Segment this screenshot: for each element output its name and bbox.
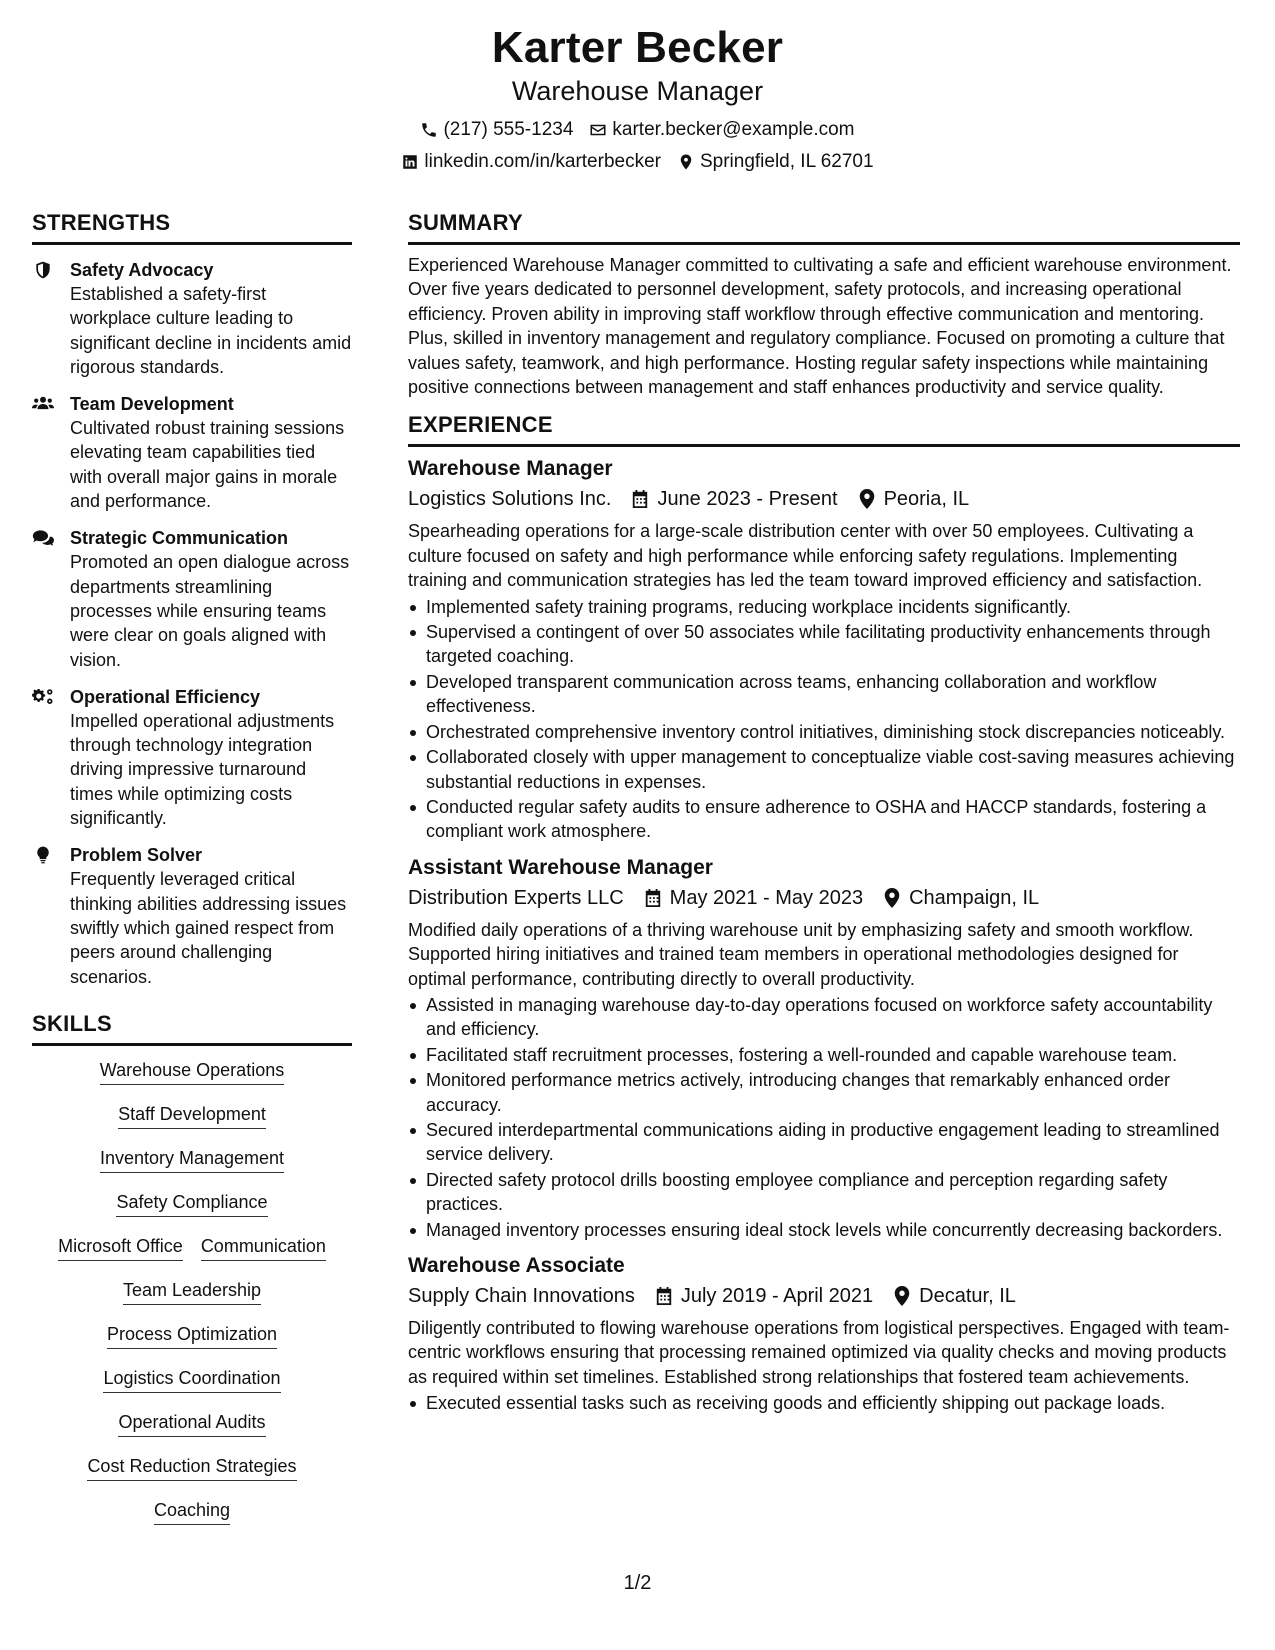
skill-tag: Process Optimization bbox=[107, 1322, 277, 1349]
phone-contact[interactable] bbox=[420, 118, 573, 142]
job-location: Peoria, IL bbox=[883, 488, 970, 511]
left-column bbox=[32, 210, 352, 1525]
summary-heading: SUMMARY bbox=[408, 210, 1240, 245]
strengths-heading: STRENGTHS bbox=[32, 210, 352, 245]
job-bullet: Secured interdepartmental communications aiding in productive engagement leading to streamlined service delivery. bbox=[408, 1118, 1240, 1167]
strength-item bbox=[32, 843, 352, 988]
skills-heading: SKILLS bbox=[32, 1011, 352, 1046]
job-entry bbox=[408, 854, 1240, 1242]
phone-text: (217) 555-1234 bbox=[443, 119, 574, 140]
job-bullets bbox=[408, 595, 1240, 844]
skill-tag: Operational Audits bbox=[118, 1410, 265, 1437]
strength-item bbox=[32, 685, 352, 830]
job-dates: July 2019 - April 2021 bbox=[680, 1285, 874, 1307]
strength-title: Operational Efficiency bbox=[70, 686, 261, 707]
skill-tag: Coaching bbox=[154, 1498, 230, 1525]
map-marker-icon bbox=[893, 1286, 911, 1306]
job-company: Logistics Solutions Inc. bbox=[408, 488, 612, 511]
job-location: Champaign, IL bbox=[909, 886, 1040, 909]
right-column bbox=[408, 210, 1240, 1416]
summary-text: Experienced Warehouse Manager committed to cultivating a safe and efficient warehouse environment. Over five years dedicated to personnel development, safety protocols, and increasing operational efficiency. Proven ability in improving staff workflow through effective communication and mentoring. Plus, skilled in inventory management and regulatory compliance. Focused on promoting a culture that values safety, teamwork, and high performance. Hosting regular safety inspections while maintaining positive connections between management and staff enhances productivity and service quality. bbox=[408, 255, 1232, 398]
job-entry bbox=[408, 1252, 1240, 1416]
skill-tag: Warehouse Operations bbox=[100, 1058, 284, 1085]
linkedin-contact[interactable] bbox=[401, 150, 661, 174]
cogs-icon bbox=[32, 687, 54, 707]
job-bullet: Collaborated closely with upper management to conceptualize viable cost-saving measures achieving substantial reductions in expenses. bbox=[408, 745, 1240, 794]
job-title: Assistant Warehouse Manager bbox=[408, 855, 713, 879]
candidate-role: Warehouse Manager bbox=[511, 76, 764, 106]
strength-desc: Cultivated robust training sessions elevating team capabilities tied with overall major gains in morale and performance. bbox=[70, 418, 345, 512]
job-description: Diligently contributed to flowing warehouse operations from logistical perspectives. Engaged with team-centric workflows ensuring that processing remained optimized via quality checks and moving products as required within set timelines. Established strong relationships that fostered team achievements. bbox=[408, 1318, 1230, 1387]
job-entry bbox=[408, 455, 1240, 843]
linkedin-icon bbox=[401, 153, 419, 171]
skill-tag: Microsoft Office bbox=[58, 1234, 183, 1261]
experience-section bbox=[408, 412, 1240, 1415]
calendar-icon bbox=[644, 888, 662, 908]
comments-icon bbox=[32, 528, 54, 548]
strength-title: Strategic Communication bbox=[70, 528, 289, 549]
job-title: Warehouse Associate bbox=[408, 1254, 625, 1277]
email-contact[interactable] bbox=[589, 118, 854, 142]
resume-header bbox=[0, 22, 1275, 174]
job-dates: June 2023 - Present bbox=[657, 488, 838, 511]
skill-tag: Communication bbox=[201, 1234, 326, 1261]
strength-desc: Impelled operational adjustments through technology integration driving impressive turnaround times while optimizing costs significantly. bbox=[70, 710, 335, 829]
location-text: Springfield, IL 62701 bbox=[699, 151, 874, 172]
lightbulb-icon bbox=[32, 845, 54, 865]
job-bullet: Facilitated staff recruitment processes, fostering a well-rounded and capable warehouse team. bbox=[408, 1043, 1240, 1067]
candidate-name: Karter Becker bbox=[491, 23, 784, 72]
map-marker-icon bbox=[858, 489, 876, 509]
contact-row-2 bbox=[0, 150, 1275, 174]
job-meta bbox=[408, 1282, 1240, 1310]
job-bullet: Conducted regular safety audits to ensure adherence to OSHA and HACCP standards, fostering a compliant work atmosphere. bbox=[408, 795, 1240, 844]
job-description: Spearheading operations for a large-scale distribution center with over 50 employees. Cultivating a culture focused on safety and high performance while enforcing safety regulations. Implementing training and communication strategies has led the team toward improved efficiency and satisfaction. bbox=[408, 521, 1203, 591]
job-meta bbox=[408, 884, 1240, 912]
skills-list bbox=[32, 1058, 352, 1525]
page-number-text: 1/2 bbox=[623, 1572, 652, 1594]
job-bullet: Monitored performance metrics actively, introducing changes that remarkably enhanced order accuracy. bbox=[408, 1068, 1240, 1117]
skill-tag: Safety Compliance bbox=[116, 1190, 267, 1217]
map-marker-icon bbox=[677, 153, 695, 171]
strength-title: Safety Advocacy bbox=[70, 260, 214, 280]
calendar-icon bbox=[631, 489, 649, 509]
job-meta bbox=[408, 485, 1240, 513]
users-icon bbox=[32, 394, 54, 414]
skill-tag: Cost Reduction Strategies bbox=[87, 1454, 296, 1481]
job-bullets bbox=[408, 1391, 1240, 1415]
calendar-icon bbox=[655, 1286, 673, 1306]
page-number bbox=[0, 1571, 1275, 1595]
skill-tag: Logistics Coordination bbox=[103, 1366, 280, 1393]
contact-row-1 bbox=[0, 118, 1275, 142]
job-bullet: Supervised a contingent of over 50 associates while facilitating productivity enhancements through targeted coaching. bbox=[408, 620, 1240, 669]
job-description: Modified daily operations of a thriving warehouse unit by emphasizing safety and smooth workflow. Supported hiring initiatives and trained team members in operational methodologies designed for optimal performance, contributing directly to overall productivity. bbox=[408, 919, 1194, 989]
linkedin-text: linkedin.com/in/karterbecker bbox=[424, 151, 661, 172]
experience-heading: EXPERIENCE bbox=[408, 412, 1240, 447]
map-marker-icon bbox=[883, 888, 901, 908]
strength-item bbox=[32, 526, 352, 671]
strength-title: Team Development bbox=[70, 394, 234, 415]
shield-icon bbox=[32, 260, 54, 280]
job-title: Warehouse Manager bbox=[408, 457, 613, 481]
job-bullet: Implemented safety training programs, reducing workplace incidents significantly. bbox=[408, 595, 1240, 619]
job-bullet: Developed transparent communication across teams, enhancing collaboration and workflow effectiveness. bbox=[408, 670, 1240, 719]
job-company: Distribution Experts LLC bbox=[408, 886, 624, 909]
job-bullet: Executed essential tasks such as receiving goods and efficiently shipping out package loads. bbox=[408, 1391, 1240, 1415]
email-text: karter.becker@example.com bbox=[612, 119, 855, 140]
location-contact bbox=[677, 150, 874, 174]
job-company: Supply Chain Innovations bbox=[408, 1285, 635, 1307]
strength-desc: Established a safety-first workplace culture leading to significant decline in incidents amid rigorous standards. bbox=[70, 284, 352, 377]
skill-tag: Team Leadership bbox=[123, 1278, 261, 1305]
job-dates: May 2021 - May 2023 bbox=[669, 886, 864, 909]
job-bullet: Managed inventory processes ensuring ideal stock levels while concurrently decreasing backorders. bbox=[408, 1218, 1240, 1242]
job-bullet: Orchestrated comprehensive inventory control initiatives, diminishing stock discrepancies noticeably. bbox=[408, 720, 1240, 744]
strength-desc: Promoted an open dialogue across departments streamlining processes while ensuring teams were clear on goals aligned with vision. bbox=[70, 552, 350, 670]
job-bullets bbox=[408, 993, 1240, 1242]
envelope-icon bbox=[589, 121, 607, 139]
skill-tag: Inventory Management bbox=[100, 1146, 284, 1173]
strength-item bbox=[32, 392, 352, 513]
job-bullet: Directed safety protocol drills boosting employee compliance and perception regarding safety practices. bbox=[408, 1168, 1240, 1217]
phone-icon bbox=[420, 121, 438, 139]
job-bullet: Assisted in managing warehouse day-to-day operations focused on workforce safety accountability and efficiency. bbox=[408, 993, 1240, 1042]
job-location: Decatur, IL bbox=[919, 1285, 1016, 1307]
strength-desc: Frequently leveraged critical thinking abilities addressing issues swiftly which gained respect from peers around challenging scenarios. bbox=[70, 869, 347, 987]
skill-tag: Staff Development bbox=[118, 1102, 266, 1129]
strength-title: Problem Solver bbox=[70, 845, 203, 866]
strength-item bbox=[32, 258, 352, 379]
